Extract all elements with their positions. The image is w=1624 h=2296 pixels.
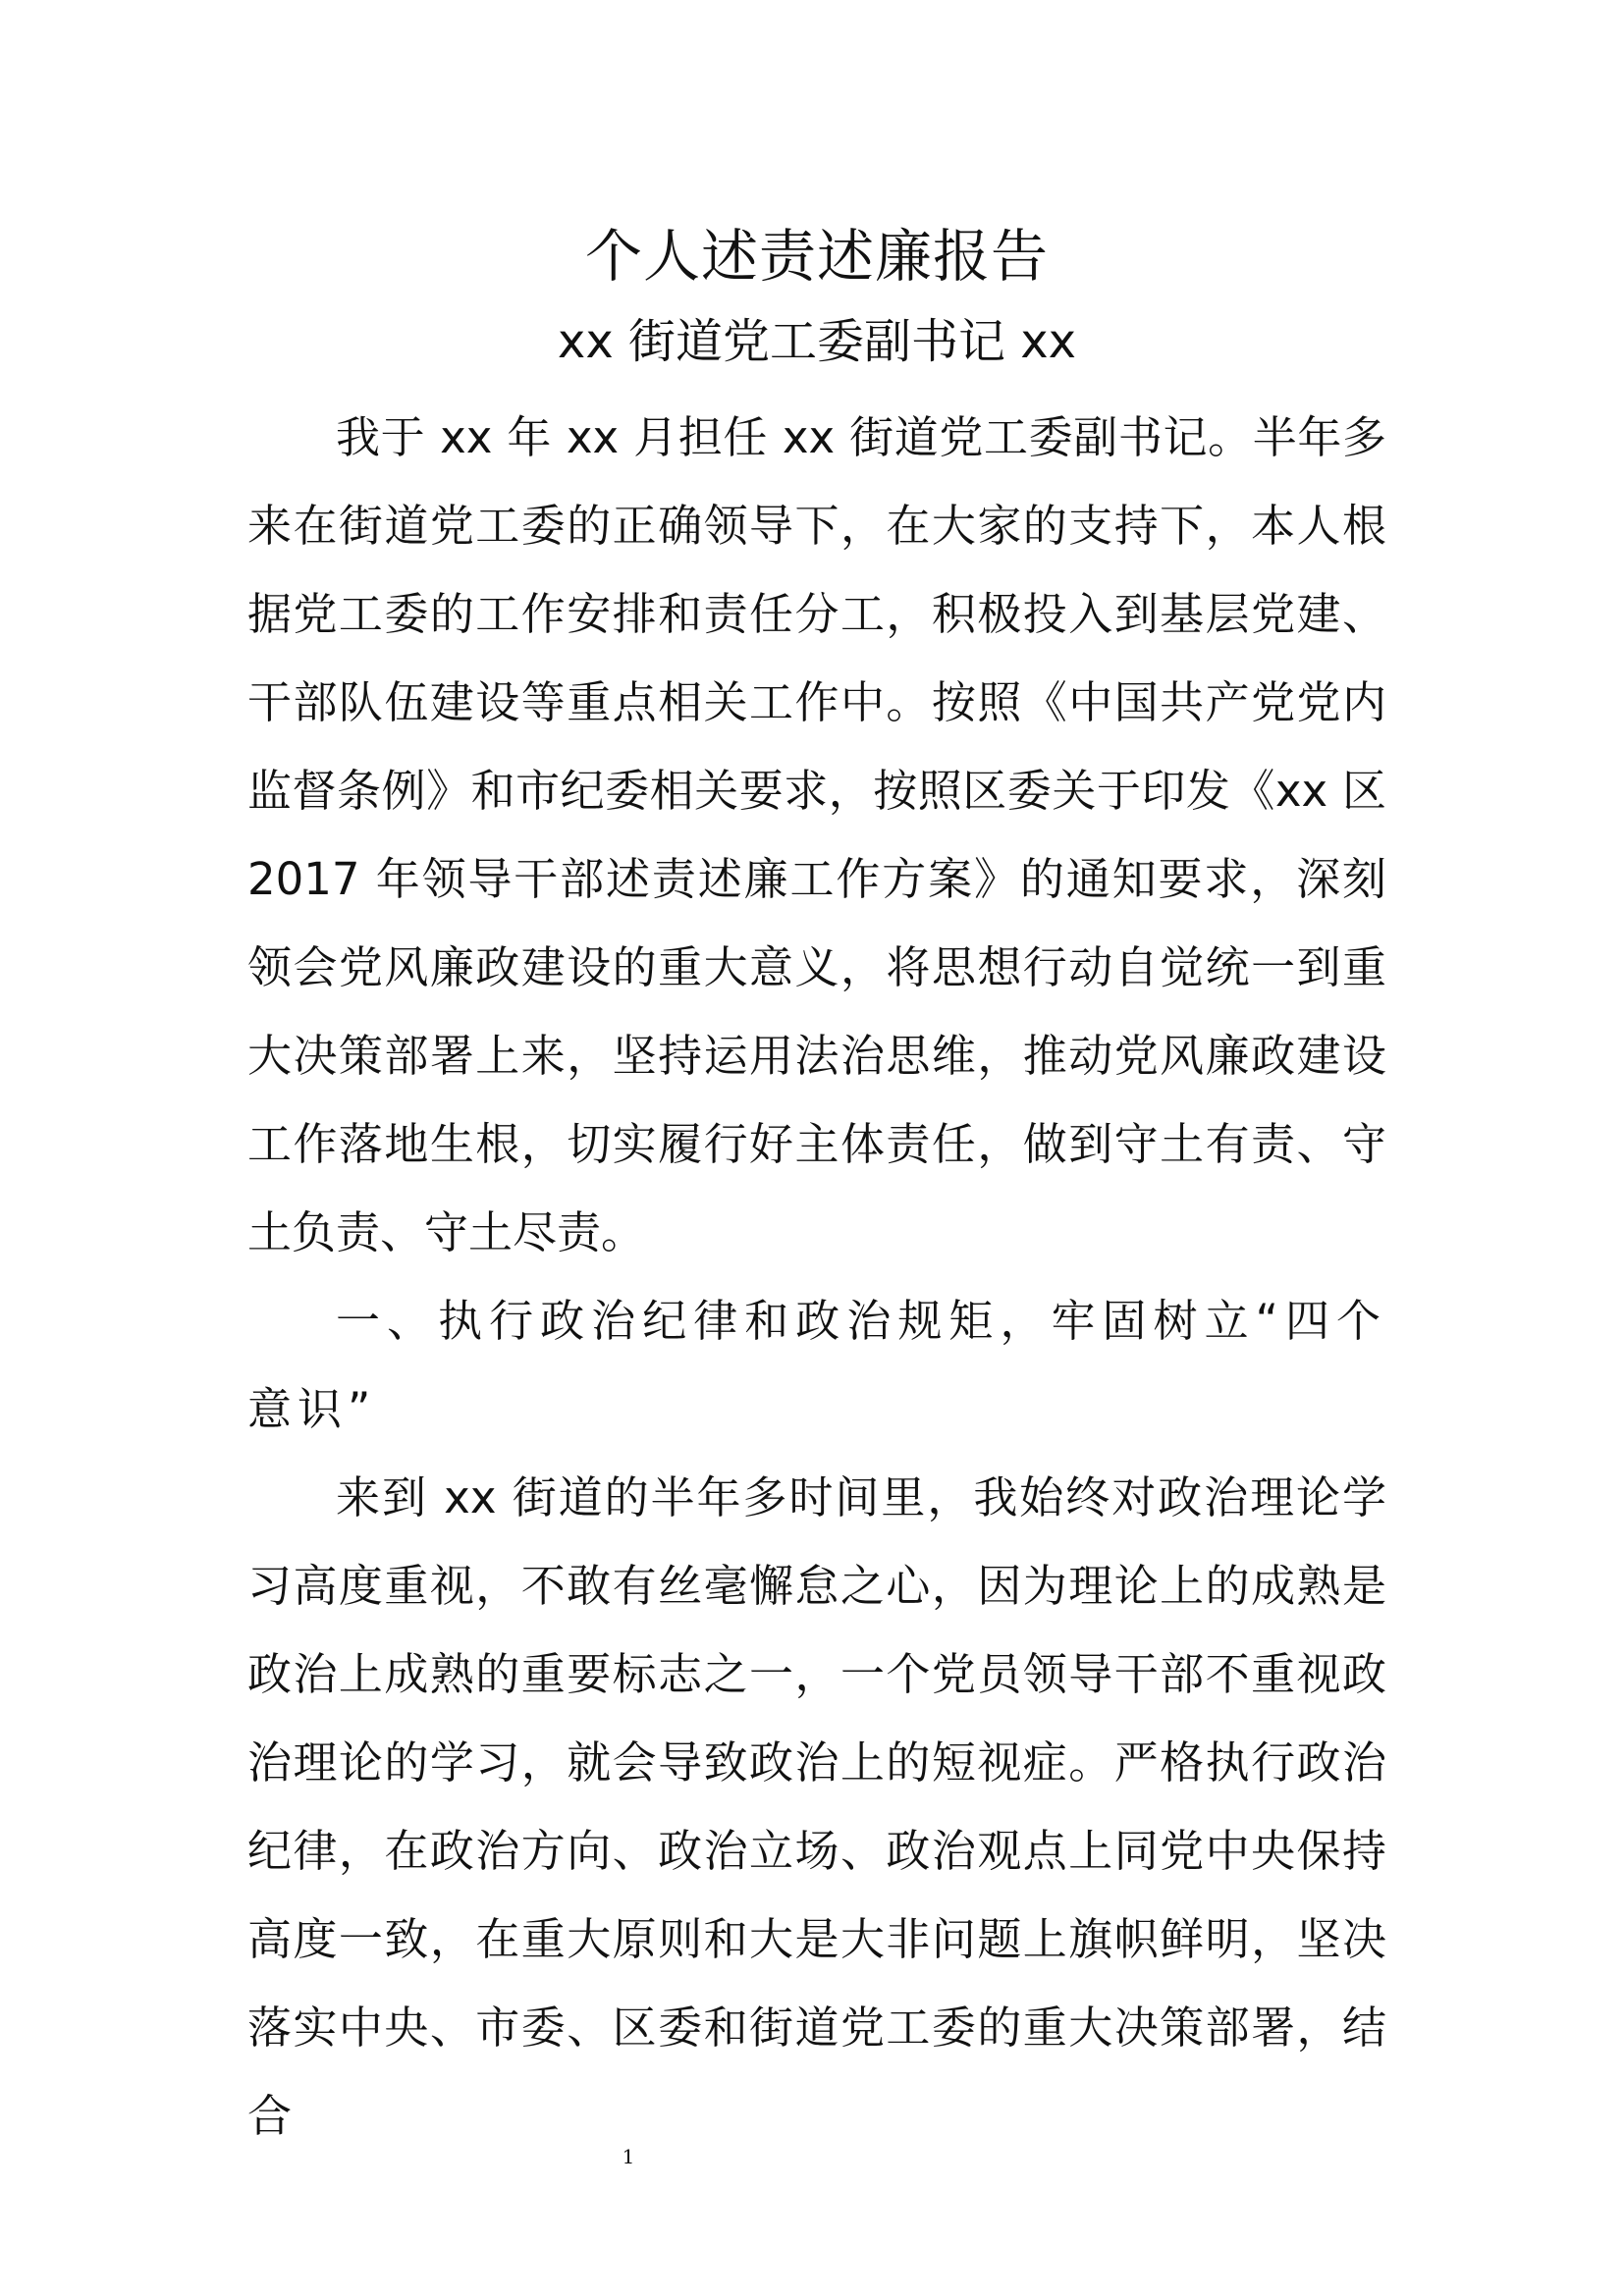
paragraph-section-1: 来到 xx 街道的半年多时间里，我始终对政治理论学习高度重视，不敢有丝毫懈怠之心，因为理论上的成熟是政治上成熟的重要标志之一，一个党员领导干部不重视政治理论的学习，就会导致政治上的短视症。严格执行政治纪律，在政治方向、政治立场、政治观点上同党中央保持高度一致，在重大原则和大是大非问题上旗帜鲜明，坚决落实中央、市委、区委和街道党工委的重大决策部署，结合 [247, 1471, 1386, 2142]
paragraph-intro: 我于 xx 年 xx 月担任 xx 街道党工委副书记。半年多来在街道党工委的正确领导下，在大家的支持下，本人根据党工委的工作安排和责任分工，积极投入到基层党建、干部队伍建设等重点相关工作中。按照《中国共产党党内监督条例》和市纪委相关要求，按照区委关于印发《xx 区 2017 年领导干部述责述廉工作方案》的通知要求，深刻领会党风廉政建设的重大意义，将思想行动自觉统一到重大决策部署上来，坚持运用法治思维，推动党风廉政建设工作落地生根，切实履行好主体责任，做到守土有责、守土负责、守土尽责。 [247, 411, 1386, 1258]
section-heading-1: 一、执行政治纪律和政治规矩，牢固树立“四个意识” [247, 1295, 1386, 1435]
document-subtitle: xx 街道党工委副书记 xx [557, 314, 1077, 369]
document-body [247, 211, 1386, 2161]
page-number: 1 [622, 2145, 635, 2168]
document-title: 个人述责述廉报告 [584, 223, 1049, 290]
